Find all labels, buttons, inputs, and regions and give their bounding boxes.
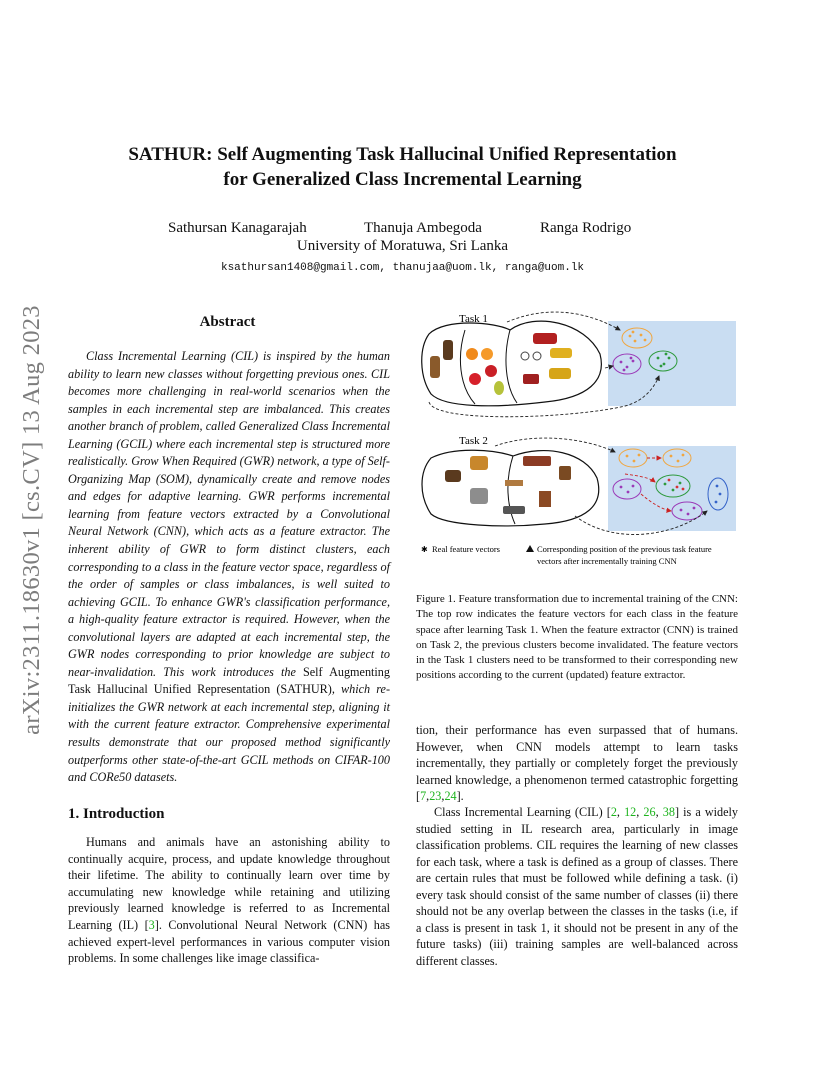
figure-1	[415, 306, 745, 568]
author-list	[0, 220, 828, 240]
right-p1-end: ].	[456, 789, 464, 803]
right-p2-text-a: Class Incremental Learning (CIL) [	[434, 805, 611, 819]
chair-icon	[559, 466, 571, 480]
elephant-icon	[470, 488, 488, 504]
pear-icon	[494, 381, 504, 395]
bed-icon	[503, 506, 525, 514]
bus-icon	[549, 368, 571, 379]
apple-icon	[485, 365, 497, 377]
arxiv-identifier-stamp	[12, 280, 52, 760]
dog-icon-2	[443, 340, 453, 360]
citation-link[interactable]: 3	[148, 917, 155, 932]
dog-icon	[430, 356, 440, 378]
bicycle-wheel-icon	[533, 352, 541, 360]
author-3: Ranga Rodrigo	[540, 220, 632, 236]
orange-icon	[466, 348, 478, 360]
intro-text-b: ]. Convolutional Neural Network (CNN) has achieved expert-level performances in various computer vision problems. In some challenges like image classifica-	[68, 917, 390, 966]
abstract-method-name: Self Augmenting Task Hallucinal Unified Representation (SATHUR)	[68, 664, 390, 697]
right-p1-text: tion, their performance has even surpassed that of humans. However, when CNN models attempt to learn tasks incrementally, they partially or completely forget the previously learned knowledge, a phenomenon termed catastrophic forgetting [	[416, 723, 738, 803]
citation-link[interactable]: 23	[429, 789, 442, 803]
author-emails: ksathursan1408@gmail.com, thanujaa@uom.lk, ranga@uom.lk	[220, 262, 585, 274]
author-1: Sathursan Kanagarajah	[168, 220, 307, 236]
paper-title	[100, 142, 705, 192]
introduction-paragraph	[68, 834, 390, 967]
bear-icon	[445, 470, 461, 482]
bicycle-icon	[521, 352, 529, 360]
car-icon	[550, 348, 572, 358]
legend-star-icon: ✱	[421, 545, 428, 554]
orange-icon-2	[481, 348, 493, 360]
task1-divider-2	[506, 330, 517, 403]
citation-link[interactable]: 38	[662, 805, 675, 819]
legend-triangle-icon	[526, 545, 534, 552]
legend-prev-label-2: vectors after incrementally training CNN	[537, 556, 677, 566]
sofa-icon	[523, 456, 551, 466]
arrow-task1-top	[507, 312, 620, 330]
figure-1-caption: Figure 1. Feature transformation due to incremental training of the CNN: The top row indicates the feature vectors for each class in the feature space after learning Task 1. When the feature extractor (CNN) is trained on Task 2, the previous clusters become invalidated. The feature vectors in the Task 1 clusters need to be transformed to their corresponding new positions according to the current (updated) feature extractor.	[416, 593, 738, 682]
author-2: Thanuja Ambegoda	[364, 220, 482, 236]
right-paragraph-1: tion, their performance has even surpassed that of humans. However, when CNN models attempt to learn tasks incrementally, they partially or completely forget the previously learned knowledge, a phenomenon termed catastrophic forgetting [7,23,24].	[416, 723, 738, 803]
title-line-2: for Generalized Class Incremental Learning	[223, 169, 582, 190]
arrow-task2-top	[495, 438, 615, 452]
tiger-icon	[470, 456, 488, 470]
legend-real-label: Real feature vectors	[432, 544, 500, 554]
citation-link[interactable]: 7	[420, 789, 427, 803]
intro-text-a: Humans and animals have an astonishing ability to continually acquire, process, and update knowledge throughout their lifetime. The ability to continually learn over time by accumulating new knowledge while retaining and utilizing previously learned knowledge is referred to as Incremental Learning (IL) [	[68, 835, 390, 932]
motorcycle-icon	[533, 333, 557, 344]
feature-space-panel-task2	[608, 446, 736, 531]
task1-divider-1	[460, 330, 475, 404]
task2-label: Task 2	[459, 435, 488, 447]
abstract-part-2: , which re-initializes the GWR network at each incremental step, aligning it with the current feature extractor. Comprehensive experimental results demonstrate that our proposed method significantly outperforms other state-of-the-art GCIL methods on CIFAR-100 and CORe50 datasets.	[68, 682, 391, 785]
affiliation: University of Moratuwa, Sri Lanka	[296, 238, 509, 254]
wardrobe-icon	[539, 491, 551, 507]
abstract-heading: Abstract	[199, 314, 256, 330]
feature-space-panel-task1	[608, 321, 736, 406]
strawberry-icon	[469, 373, 481, 385]
tractor-icon	[523, 374, 539, 384]
abstract-part-1: Class Incremental Learning (CIL) is inspired by the human ability to learn new classes without forgetting previous ones. CIL becomes more challenging in real-world scenarios when the samples in each incremental step are imbalanced. This creates another branch of problem, called Generalized Class Incremental Learning (GCIL) where each incremental step is structured more realistically. Grow When Required (GWR) network, a type of Self-Organizing Map (SOM), dynamically create and remove nodes and edges for adaptive learning. GWR performs incremental learning from feature vectors extracted by a Convolutional Neural Network (CNN), which acts as a feature extractor. The inherent ability of GWR to form distinct clusters, each corresponding to a class in the feature vector space, regardless of the order of samples or class imbalances, is well suited to achieving GCIL. To enhance GWR's classification performance, a high-quality feature extractor is required. However, when the convolutional layers are adapted at each incremental step, the GWR nodes corresponding to prior knowledge are subject to near-invalidation. This work introduces the	[68, 349, 390, 679]
table-icon	[505, 480, 523, 486]
arxiv-identifier-text: arXiv:2311.18630v1 [cs.CV] 13 Aug 2023	[18, 305, 45, 735]
title-line-1: SATHUR: Self Augmenting Task Hallucinal Unified Representation	[128, 144, 677, 165]
citation-link[interactable]: 24	[444, 789, 457, 803]
task2-class-blob	[422, 450, 599, 526]
citation-link[interactable]: 2	[610, 805, 617, 819]
abstract-text	[68, 348, 390, 787]
right-paragraph-2: Class Incremental Learning (CIL) [2, 12, 26, 38] is a widely studied setting in IL research area, particularly in image classification problems. CIL requires the learning of new classes for each task, where a task is defined as a group of classes. There are certain rules that must be followed while defining a task. (i) every task should consist of the same number of classes (ii) there should not be any overlap between the classes in the tasks (i.e, if a class is present in task 1, it should not be present in any of the future tasks) (iii) training samples are well-balanced across different classes.	[416, 805, 739, 968]
section-heading-introduction: 1. Introduction	[68, 806, 165, 822]
right-p2-text-b: ] is a widely studied setting in IL research area, particularly in image classification problems. CIL requires the learning of new classes for each task, where a task is defined as a group of classes. There are certain rules that must be followed while defining a task. (i) every task should consist of the same number of classes (ii) there should not be any overlap between the classes in the tasks (i.e, if a class is present in task 1, it should not be present in any of the future tasks) (iii) training samples are well-balanced across different classes.	[416, 805, 739, 968]
task1-label: Task 1	[459, 313, 488, 325]
citation-link[interactable]: 12	[624, 805, 637, 819]
citation-link[interactable]: 26	[643, 805, 656, 819]
legend-prev-label-1: Corresponding position of the previous task feature	[537, 544, 712, 554]
